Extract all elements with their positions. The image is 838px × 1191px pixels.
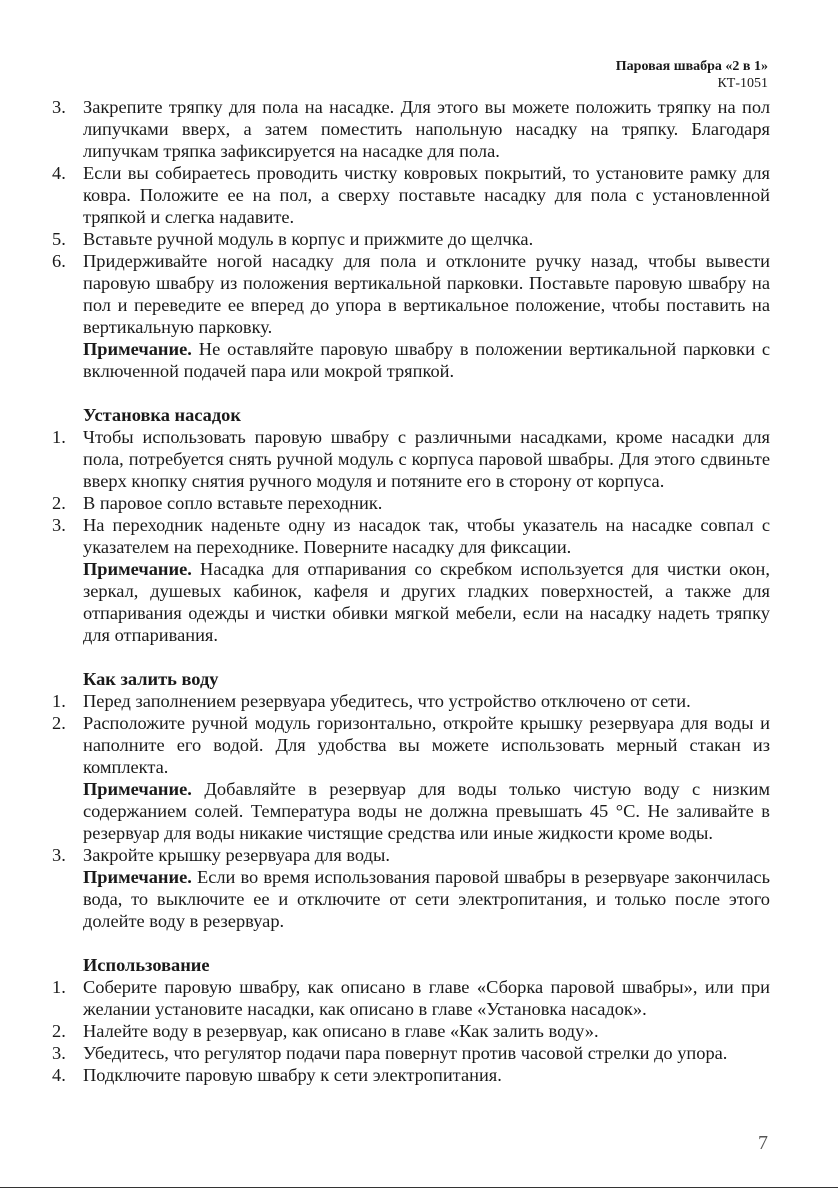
list-item: [52, 976, 770, 1020]
list-item: [52, 96, 770, 162]
list-text: Вставьте ручной модуль в корпус и прижмите до щелчка.: [83, 229, 534, 249]
list-number: 6.: [52, 251, 66, 271]
list-number: 1.: [52, 977, 66, 997]
bottom-divider: [0, 1187, 838, 1188]
list-text: Если вы собираетесь проводить чистку ковровых покрытий, то установите рамку для ковра. Положите ее на пол, а сверху поставьте насадку для пола с установленной тряпкой и слегка надавите.: [83, 163, 770, 227]
section-heading: Установка насадок: [83, 405, 241, 425]
note-paragraph: [83, 866, 770, 932]
list-item: [52, 690, 770, 712]
page-header: [616, 58, 768, 92]
note-label: Примечание.: [83, 339, 192, 359]
note-text: Добавляйте в резервуар для воды только чистую воду с низким содержанием солей. Температура воды не должна превышать 45 °С. Не заливайте в резервуар для воды никакие чистящие средства или иные жидкости кроме воды.: [83, 779, 770, 843]
list-number: 1.: [52, 427, 66, 447]
note-text: Не оставляйте паровую швабру в положении вертикальной парковки с включенной подачей пара или мокрой тряпкой.: [83, 339, 770, 381]
note-text: Если во время использования паровой швабры в резервуаре закончилась вода, то выключите ее и отключите от сети электропитания, и только после этого долейте воду в резервуар.: [83, 867, 770, 931]
list-text: В паровое сопло вставьте переходник.: [83, 493, 383, 513]
list-number: 5.: [52, 229, 66, 249]
list-item: [52, 712, 770, 778]
list-item: [52, 228, 770, 250]
list-number: 2.: [52, 493, 66, 513]
page-content: [52, 96, 770, 1086]
list-item: [52, 1064, 770, 1086]
list-text: Закройте крышку резервуара для воды.: [83, 845, 390, 865]
list-text: Убедитесь, что регулятор подачи пара повернут против часовой стрелки до упора.: [83, 1043, 728, 1063]
list-text: Подключите паровую швабру к сети электропитания.: [83, 1065, 502, 1085]
list-text: Налейте воду в резервуар, как описано в главе «Как залить воду».: [83, 1021, 599, 1041]
list-number: 3.: [52, 1043, 66, 1063]
list-text: Чтобы использовать паровую швабру с различными насадками, кроме насадки для пола, потребуется снять ручной модуль с корпуса паровой швабры. Для этого сдвиньте вверх кнопку снятия ручного модуля и потяните его в сторону от корпуса.: [83, 427, 770, 491]
fill-water-section: [52, 668, 770, 932]
note-paragraph: [83, 778, 770, 844]
usage-section: [52, 954, 770, 1086]
list-text: На переходник наденьте одну из насадок так, чтобы указатель на насадке совпал с указателем на переходнике. Поверните насадку для фиксации.: [83, 515, 770, 557]
list-number: 4.: [52, 163, 66, 183]
list-item: [52, 1042, 770, 1064]
product-title: Паровая швабра «2 в 1»: [615, 59, 768, 74]
list-number: 4.: [52, 1065, 66, 1085]
list-number: 2.: [52, 1021, 66, 1041]
list-number: 3.: [52, 97, 66, 117]
note-paragraph: [83, 558, 770, 646]
page-number: 7: [758, 1132, 768, 1154]
list-item: [52, 492, 770, 514]
note-label: Примечание.: [83, 867, 192, 887]
list-number: 1.: [52, 691, 66, 711]
list-number: 3.: [52, 515, 66, 535]
list-item: [52, 844, 770, 866]
note-paragraph: [83, 338, 770, 382]
list-text: Расположите ручной модуль горизонтально, откройте крышку резервуара для воды и наполните его водой. Для удобства вы можете использовать мерный стакан из комплекта.: [83, 713, 770, 777]
list-item: [52, 426, 770, 492]
model-code: КТ-1051: [717, 76, 768, 91]
attachments-section: [52, 404, 770, 646]
list-text: Перед заполнением резервуара убедитесь, что устройство отключено от сети.: [83, 691, 691, 711]
list-item: [52, 1020, 770, 1042]
section-heading: Как залить воду: [83, 669, 219, 689]
list-item: [52, 514, 770, 558]
note-label: Примечание.: [83, 779, 192, 799]
list-text: Придерживайте ногой насадку для пола и отклоните ручку назад, чтобы вывести паровую швабру из положения вертикальной парковки. Поставьте паровую швабру на пол и переведите ее вперед до упора в вертикальное положение, чтобы поставить на вертикальную парковку.: [83, 251, 770, 337]
section-heading: Использование: [83, 955, 210, 975]
list-item: [52, 162, 770, 228]
list-number: 2.: [52, 713, 66, 733]
list-text: Закрепите тряпку для пола на насадке. Для этого вы можете положить тряпку на пол липучками вверх, а затем поместить напольную насадку на тряпку. Благодаря липучкам тряпка зафиксируется на насадке для пола.: [83, 97, 770, 161]
note-label: Примечание.: [83, 559, 192, 579]
list-item: [52, 250, 770, 338]
list-text: Соберите паровую швабру, как описано в главе «Сборка паровой швабры», или при желании установите насадки, как описано в главе «Установка насадок».: [83, 977, 770, 1019]
note-text: Насадка для отпаривания со скребком используется для чистки окон, зеркал, душевых кабинок, кафеля и других гладких поверхностей, а также для отпаривания одежды и чистки обивки мягкой мебели, если на насадку надеть тряпку для отпаривания.: [83, 559, 770, 645]
assembly-continued-section: [52, 96, 770, 382]
list-number: 3.: [52, 845, 66, 865]
